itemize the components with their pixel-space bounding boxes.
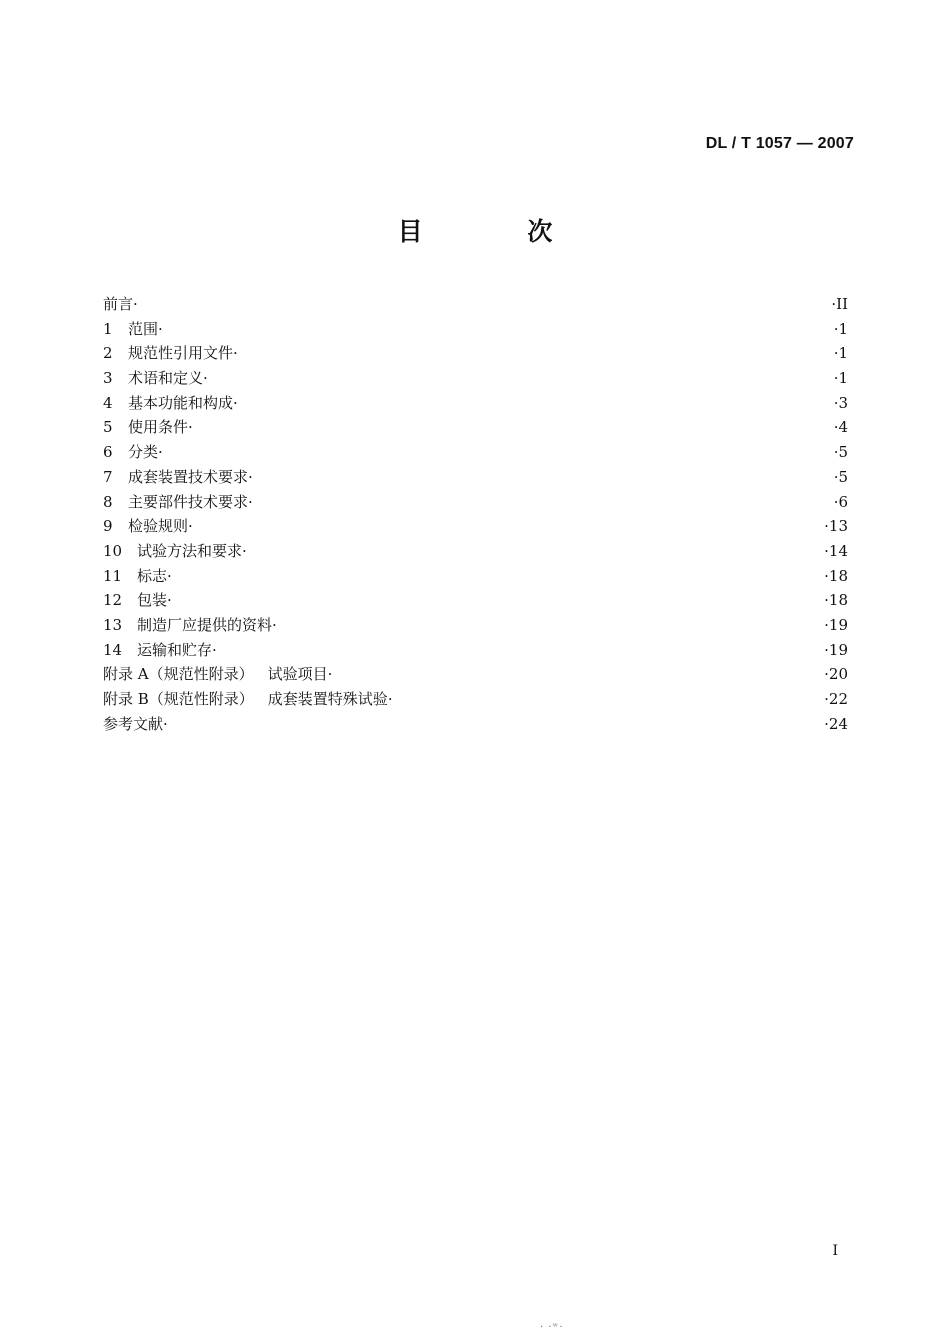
toc-entry-6[interactable]: 6 分类· ·5 bbox=[103, 440, 848, 465]
toc-entry-12[interactable]: 12 包装· ·18 bbox=[103, 588, 848, 613]
toc-entry-page: ·5 bbox=[833, 467, 848, 486]
toc-entry-title: 制造厂应提供的资料 bbox=[137, 615, 273, 634]
toc-entry-appendix-a[interactable]: 附录 A（规范性附录） 试验项目· ·20 bbox=[103, 662, 848, 687]
toc-entry-title: 试验方法和要求 bbox=[137, 541, 243, 560]
toc-entry-page: ·24 bbox=[824, 714, 848, 733]
toc-entry-page: ·1 bbox=[833, 319, 848, 338]
toc-entry-page: ·1 bbox=[833, 369, 848, 388]
toc-entry-11[interactable]: 11 标志· ·18 bbox=[103, 564, 848, 589]
toc-entry-page: ·1 bbox=[833, 344, 848, 363]
toc-entry-2[interactable]: 2 规范性引用文件· ·1 bbox=[103, 341, 848, 366]
toc-entry-title: 术语和定义 bbox=[128, 369, 204, 388]
toc-entry-page: ·5 bbox=[833, 443, 848, 462]
toc-entry-title: 试验项目 bbox=[267, 665, 328, 684]
toc-entry-10[interactable]: 10 试验方法和要求· ·14 bbox=[103, 539, 848, 564]
toc-entry-appendix-b[interactable]: 附录 B（规范性附录） 成套装置特殊试验· ·22 bbox=[103, 687, 848, 712]
toc-entry-9[interactable]: 9 检验规则· ·13 bbox=[103, 514, 848, 539]
standard-code: DL / T 1057 — 2007 bbox=[705, 135, 854, 152]
toc-entry-number: 8 bbox=[103, 492, 113, 511]
toc-entry-title: 成套装置特殊试验 bbox=[267, 690, 388, 708]
toc-entry-number: 6 bbox=[103, 443, 113, 462]
toc-entry-title: 范围 bbox=[128, 319, 159, 338]
toc-entry-title: 使用条件 bbox=[128, 418, 189, 437]
toc-entry-page: ·4 bbox=[833, 418, 848, 437]
toc-entry-number: 13 bbox=[103, 615, 123, 634]
toc-entry-number: 3 bbox=[103, 369, 113, 388]
toc-entry-1[interactable]: 1 范围· ·1 bbox=[103, 317, 848, 342]
toc-entry-number: 附录 B（规范性附录） bbox=[103, 690, 254, 708]
toc-entry-14[interactable]: 14 运输和贮存· ·19 bbox=[103, 638, 848, 663]
toc-entry-title: 主要部件技术要求 bbox=[128, 492, 249, 511]
toc-entry-13[interactable]: 13 制造厂应提供的资料· ·19 bbox=[103, 613, 848, 638]
table-of-contents bbox=[103, 292, 848, 736]
toc-entry-title: 包装 bbox=[137, 591, 168, 610]
toc-entry-number: 2 bbox=[103, 344, 113, 363]
toc-entry-title: 参考文献 bbox=[103, 714, 164, 733]
toc-entry-references[interactable]: 参考文献· ·24 bbox=[103, 712, 848, 737]
toc-entry-page: ·6 bbox=[833, 492, 848, 511]
toc-entry-title: 规范性引用文件 bbox=[128, 344, 234, 363]
toc-entry-number: 附录 A（规范性附录） bbox=[103, 665, 254, 684]
toc-entry-page: ·3 bbox=[833, 393, 848, 412]
toc-entry-foreword[interactable]: 前言· ·II bbox=[103, 292, 848, 317]
toc-entry-number: 9 bbox=[103, 517, 113, 536]
toc-entry-page: ·18 bbox=[824, 566, 848, 585]
toc-entry-page: ·19 bbox=[824, 640, 848, 659]
page-title: 目 次 bbox=[397, 217, 601, 246]
toc-entry-page: ·22 bbox=[824, 690, 848, 708]
scan-artifact: · ·ʷ· bbox=[540, 1322, 564, 1333]
toc-entry-title: 标志 bbox=[137, 566, 168, 585]
toc-entry-page: ·19 bbox=[824, 615, 848, 634]
toc-entry-title: 检验规则 bbox=[128, 517, 189, 536]
toc-entry-number: 12 bbox=[103, 591, 123, 610]
toc-entry-page: ·14 bbox=[824, 541, 848, 560]
toc-entry-title: 基本功能和构成 bbox=[128, 393, 234, 412]
toc-entry-4[interactable]: 4 基本功能和构成· ·3 bbox=[103, 391, 848, 416]
toc-entry-number: 10 bbox=[103, 541, 123, 560]
toc-entry-5[interactable]: 5 使用条件· ·4 bbox=[103, 415, 848, 440]
toc-entry-title: 成套装置技术要求 bbox=[128, 467, 249, 486]
toc-entry-page: ·13 bbox=[824, 517, 848, 536]
toc-entry-title: 前言 bbox=[103, 295, 134, 313]
toc-entry-title: 运输和贮存 bbox=[137, 640, 213, 659]
toc-entry-number: 1 bbox=[103, 319, 113, 338]
toc-entry-number: 4 bbox=[103, 393, 113, 412]
toc-entry-7[interactable]: 7 成套装置技术要求· ·5 bbox=[103, 465, 848, 490]
toc-entry-3[interactable]: 3 术语和定义· ·1 bbox=[103, 366, 848, 391]
toc-entry-page: ·18 bbox=[824, 591, 848, 610]
toc-entry-8[interactable]: 8 主要部件技术要求· ·6 bbox=[103, 490, 848, 515]
toc-entry-page: ·20 bbox=[824, 665, 848, 684]
page-number: I bbox=[832, 1243, 838, 1259]
toc-entry-number: 11 bbox=[103, 566, 123, 585]
toc-entry-title: 分类 bbox=[128, 443, 159, 462]
toc-entry-number: 5 bbox=[103, 418, 113, 437]
toc-entry-number: 14 bbox=[103, 640, 123, 659]
toc-entry-number: 7 bbox=[103, 467, 113, 486]
toc-entry-page: ·II bbox=[831, 295, 848, 313]
